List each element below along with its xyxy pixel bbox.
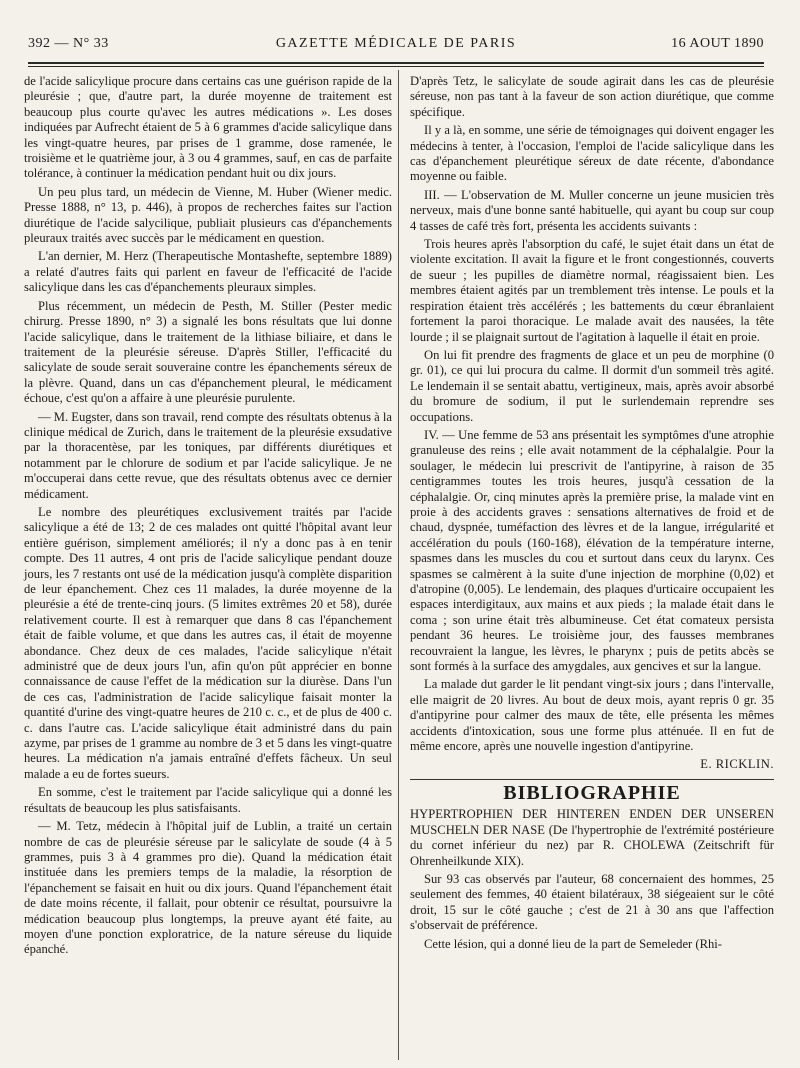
paragraph: Trois heures après l'absorption du café, le sujet était dans un état de violente excitation. Il avait la figure et le front congestionnés, couverts de sueur ; les pupilles de diamètre normal, réagissaient bien. Les membres étaient agités par un tremblement très intense. Le pouls et la respiration étaient très accélérés ; les battements du cœur ébranlaient fortement la paroi thoracique. Le malade avait des nausées, la tête lourde ; il se plaignait surtout de l'agitation à laquelle il était en proie. [410,237,774,344]
section-rule [410,779,774,780]
issue-date: 16 AOUT 1890 [671,36,764,51]
paragraph: Un peu plus tard, un médecin de Vienne, M. Huber (Wiener medic. Presse 1888, n° 13, p. 446), à propos de recherches faites sur l'action diurétique de l'acide salycilique, publiait plusieurs cas d'épanchements pleuraux traités avec succès par le médicament en question. [24,184,392,246]
paragraph: On lui fit prendre des fragments de glace et un peu de morphine (0 gr. 01), ce qui lui procura du calme. Il dormit d'un sommeil très agité. Le lendemain il se sentait abattu, vertigineux, mais, après avoir absorbé du bromure de sodium, il put le surlendemain reprendre ses occupations. [410,347,774,424]
paragraph: Sur 93 cas observés par l'auteur, 68 concernaient des hommes, 25 seulement des femmes, 40 étaient bilatéraux, 38 siégeaient sur le côté droit, 15 sur le côté gauche ; c'est de 21 à 30 ans que l'affection s'observait de préférence. [410,871,774,933]
paragraph: Cette lésion, qui a donné lieu de la part de Semeleder (Rhi- [424,936,722,951]
paragraph: — M. Tetz, médecin à l'hôpital juif de Lublin, a traité un certain nombre de cas de pleurésie séreuse par le salicylate de soude (4 à 5 grammes, puis 3 à 4 grammes pro die). Quand la médication était instituée dans les premiers temps de la maladie, la résorption de l'épanchement se faisait en huit ou dix jours. Quand l'épanchement était de date moins récente, il fallait, pour obtenir ce résultat, poursuivre la médication beaucoup plus longtemps, la preuve ayant été faite, au moyen d'une ponction exploratrice, de la nature séreuse du liquide épanché. [24,819,392,957]
left-column [24,74,392,961]
bibliography-title: BIBLIOGRAPHIE [503,781,681,804]
paragraph: D'après Tetz, le salicylate de soude agirait dans les cas de pleurésie séreuse, non pas tant à la faveur de son action diurétique, que comme spécifique. [410,74,774,119]
paragraph: En somme, c'est le traitement par l'acide salicylique qui a donné les résultats de beaucoup les plus satisfaisants. [24,785,392,815]
right-column [410,74,774,955]
paragraph: Il y a là, en somme, une série de témoignages qui doivent engager les médecins à tenter, à l'occasion, l'emploi de l'acide salicylique dans les cas d'épanchement pleurétique séreux de date récente, d'abondance moyenne ou faible. [410,123,774,184]
page-number: 392 — N° 33 [28,36,109,51]
paragraph: Plus récemment, un médecin de Pesth, M. Stiller (Pester medic chirurg. Presse 1890, n° 3) a signalé les bons résultats que lui donne l'acide salicylique, dans le traitement de la lithiase biliaire, et dans le traitement de la pleurésie séreuse. D'après Stiller, l'efficacité du salicylate de soude serait souveraine contre les épanchements séreux de la plèvre. Quand, dans un cas d'épanchement pleural, le médicament échoue, c'est qu'on a affaire à une pleurésie purulente. [24,298,392,406]
header-rule [28,62,764,67]
page-header [28,36,764,60]
journal-title: GAZETTE MÉDICALE DE PARIS [275,36,517,51]
author-signature: E. RICKLIN. [700,757,774,772]
paragraph: III. — L'observation de M. Muller concerne un jeune musicien très nerveux, mais d'une bonne santé habituelle, qui ayant bu coup sur coup 4 tasses de café très fort, présenta les accidents suivants : [410,187,774,233]
paragraph: La malade dut garder le lit pendant vingt-six jours ; dans l'intervalle, elle maigrit de 20 livres. Au bout de deux mois, ayant repris 0 gr. 35 d'antipyrine pour calmer des maux de tête, elle présenta les mêmes accidents d'intoxication, sous une forme plus atténuée. Il en fut de même encore, après une nouvelle ingestion d'antipyrine. [410,677,774,754]
column-divider [398,70,399,1060]
bibliography-entry-head: HYPERTROPHIEN DER HINTEREN ENDEN DER UNSEREN MUSCHELN DER NASE (De l'hypertrophie de l'extrémité postérieure du cornet inférieur du nez) par R. CHOLEWA (Zeitschrift für Ohrenheilkunde XIX). [410,807,774,868]
paragraph: Le nombre des pleurétiques exclusivement traités par l'acide salicylique a été de 13; 2 de ces malades ont quitté l'hôpital avant leur entière guérison, simplement améliorés; il n'y a donc pas à en tenir compte. Des 11 autres, 4 ont pris de l'acide salicylique pendant douze jours, les 7 restants ont usé de la médication jusqu'à complète disparition de leur épanchement. Chez ces 11 malades, la durée moyenne de la pleurésie a été de trente-cinq jours. (5 limites extrêmes 20 et 58), durée relativement courte. Il est à remarquer que dans 8 cas l'épanchement était de faible volume, et que dans les autres cas, il était de moyenne abondance. Chez deux de ces malades, l'acide salicylique n'était administré que de deux jours l'un, afin qu'on pût apprécier en bonne connaissance de cause l'effet de la médication sur la diurèse. Dans l'un de ces cas, l'administration de l'acide salicylique faisait monter la quantité d'urine des vingt-quatre heures de 210 c. c., et de plus de 400 c. c. dans l'autre cas. L'acide salicylique était administré dans du pain azyme, par prises de 1 gramme au nombre de 3 et 5 dans les vingt-quatre heures. La médication n'a jamais entraîné d'effets fâcheux. Un seul malade a eu de fortes sueurs. [24,504,392,781]
paragraph: — M. Eugster, dans son travail, rend compte des résultats obtenus à la clinique médical de Zurich, dans le traitement de la pleurésie exsudative par la thoracentèse, par les toniques, par différents diurétiques et notamment par le chlorure de sodium et par l'acide salicylique. Je ne m'occuperai dans cette revue, que des résultats obtenus avec ce dernier médicament. [24,409,392,501]
paragraph: L'an dernier, M. Herz (Therapeutische Montashefte, septembre 1889) a relaté d'autres faits qui parlent en faveur de l'efficacité de l'acide salicylique dans les cas d'épanchements pleuraux simples. [24,249,392,295]
paragraph: IV. — Une femme de 53 ans présentait les symptômes d'une atrophie granuleuse des reins ; elle avait notamment de la céphalalgie. Pour la soulager, le médecin lui prescrivit de l'antipyrine, à raison de 35 centigrammes toutes les trois heures, jusqu'à cessation de la céphalalgie. Or, cinq minutes après la première prise, la malade vint en proie à des accidents graves : sensations alternatives de froid et de chaud, dyspnée, tuméfaction des lèvres et de la langue, irrégularité et accélération du pouls (160-168), élévation de la température interne, spasmes dans les muscles du cou et surtout dans ceux du larynx. Ces spasmes se calmèrent à la suite d'une injection de morphine (0,02) et d'atropine (0,005). Le lendemain, des plaques d'urticaire occupaient les espaces interdigitaux, aux mains et aux pieds ; la malade était dans le coma ; son urine était très albumineuse. Cet état comateux persista pendant 36 heures. Le troisième jour, des fausses membranes recouvraient la langue, les lèvres, le pharynx ; puis de petits abcès se sont formés à la surface des amygdales, aux gencives et sur la langue. [410,427,774,674]
paragraph: de l'acide salicylique procure dans certains cas une guérison rapide de la pleurésie ; que, d'autre part, la durée moyenne de traitement est beaucoup plus courte qu'avec les autres médications ». Les doses indiquées par Aufrecht étaient de 5 à 6 grammes d'acide salicylique dans les vingt-quatre heures, par prises de 1 gramme, dose ramenée, le troisième et le quatrième jour, à 3 ou 4 grammes, sauf, en cas de parfaite tolérance, à continuer la médication pendant huit ou dix jours. [24,74,392,181]
